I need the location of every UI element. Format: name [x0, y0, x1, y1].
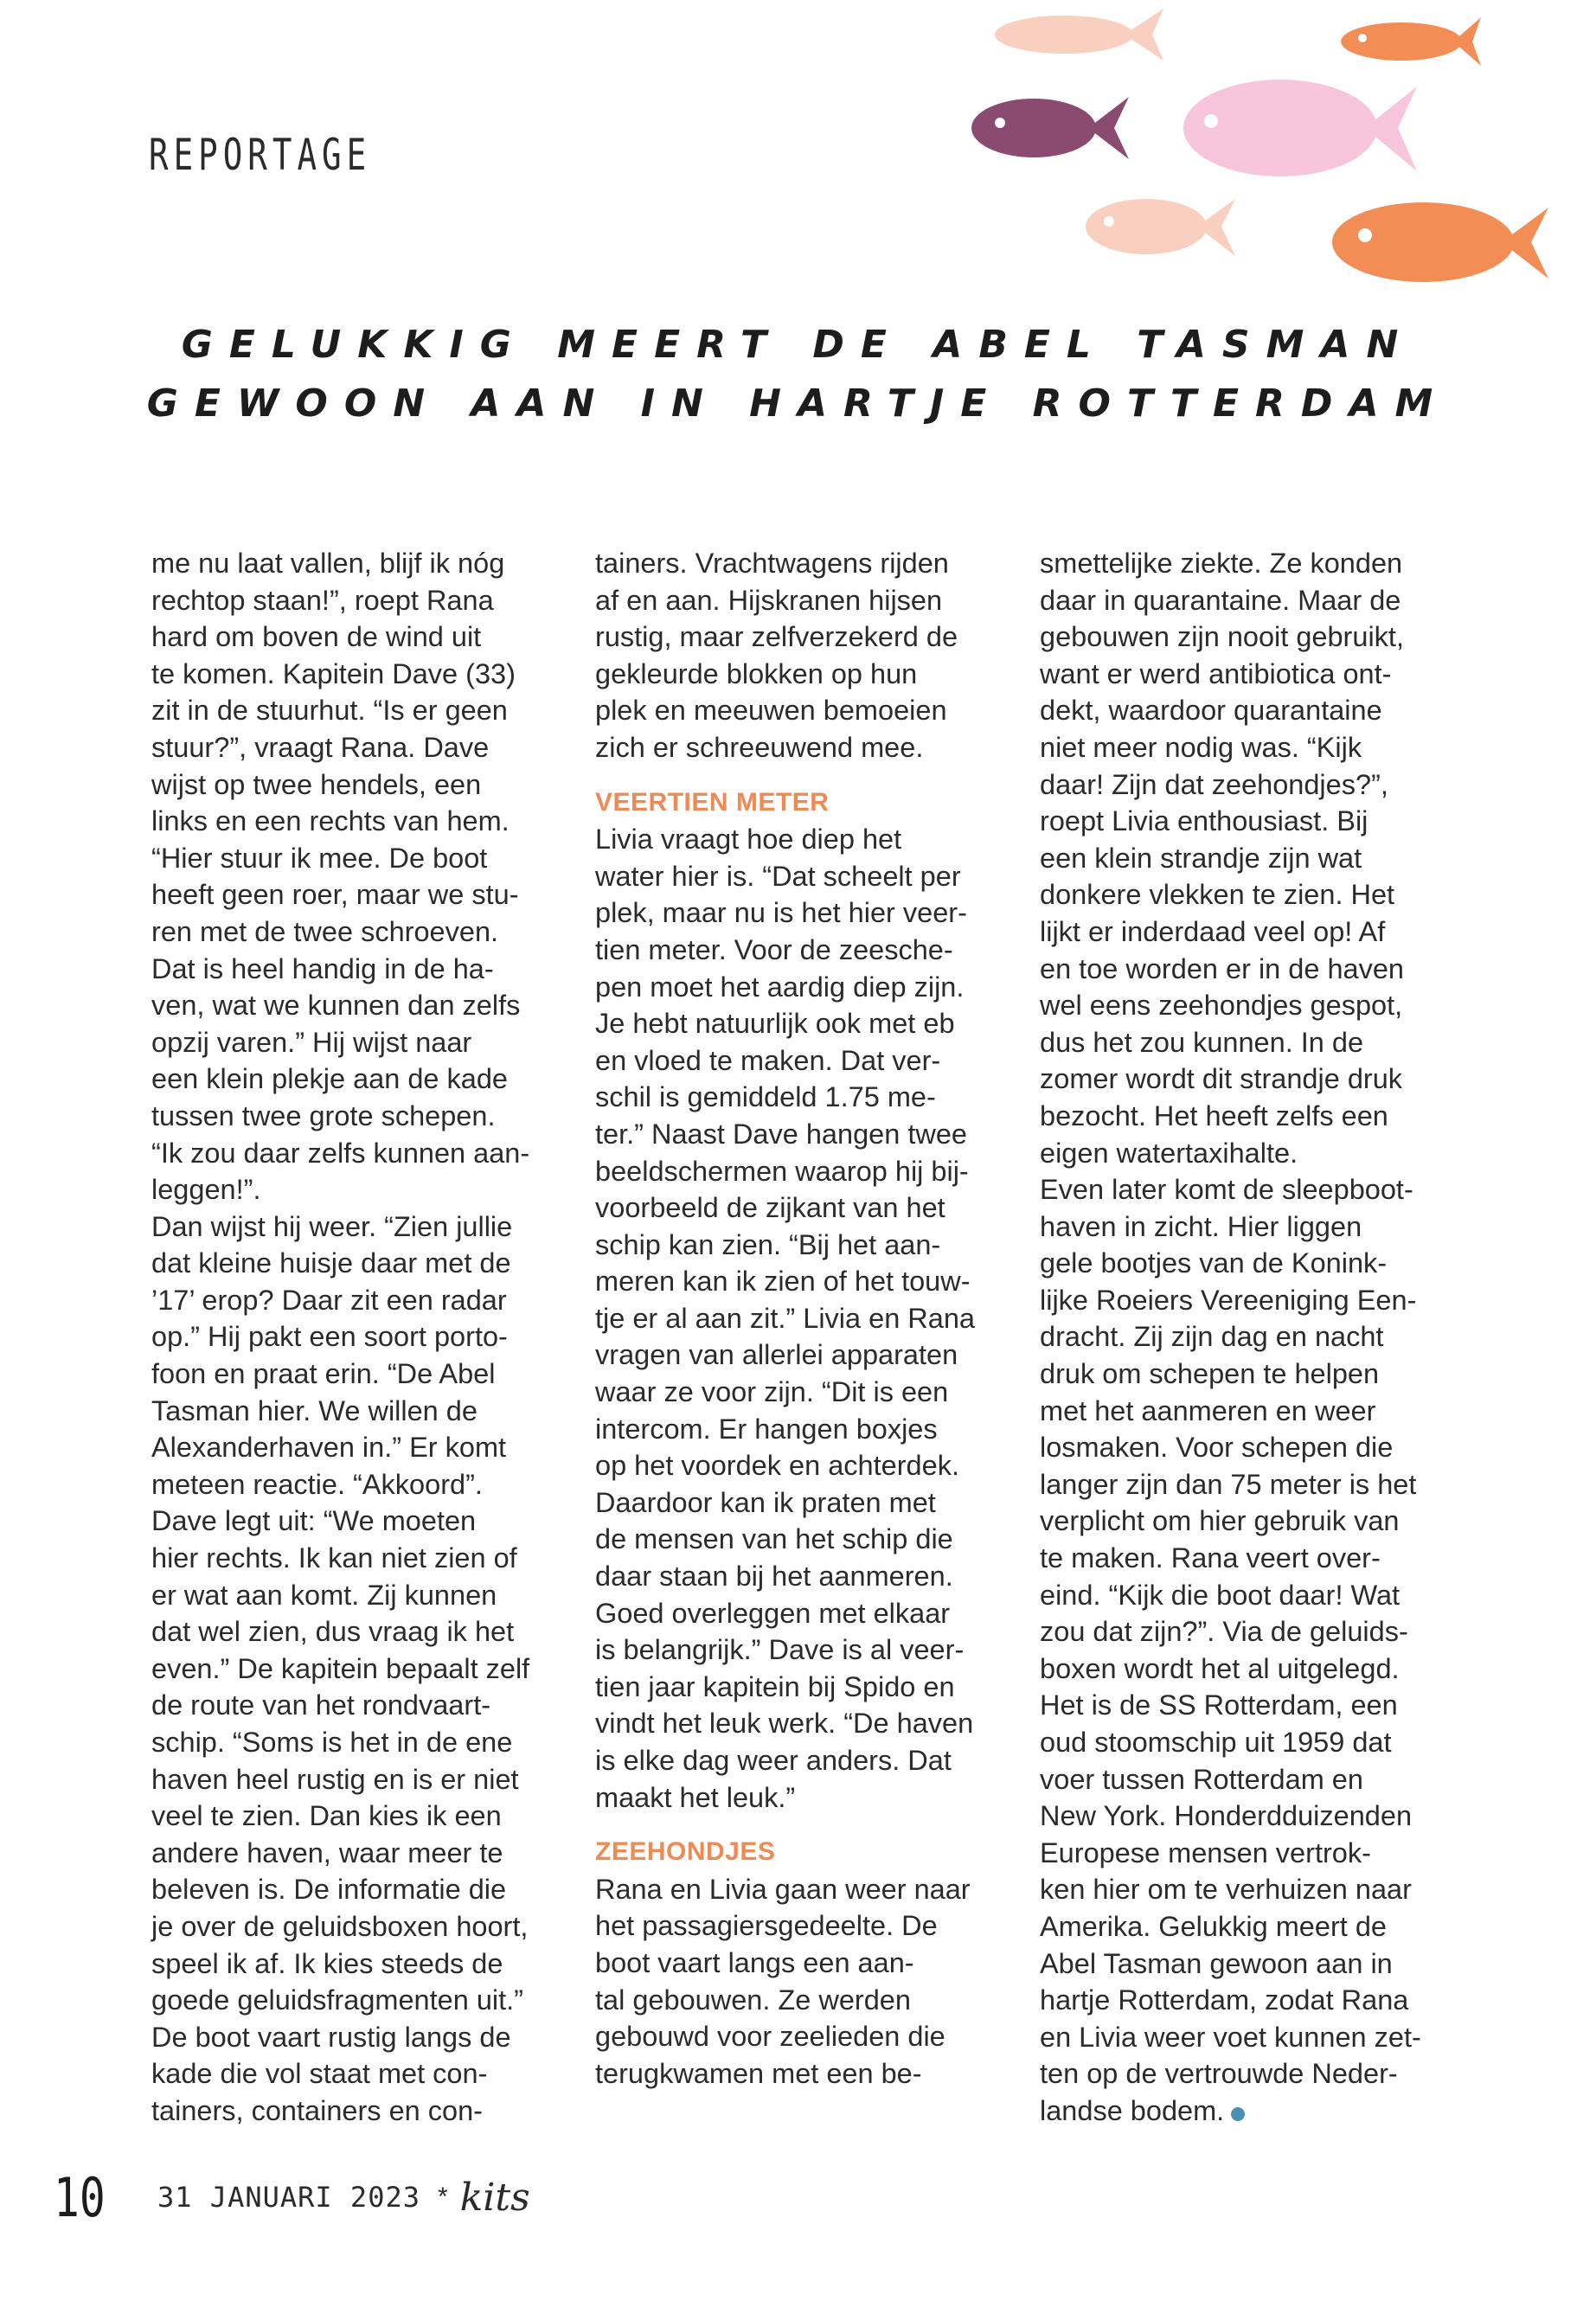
headline — [0, 316, 1596, 433]
text-line: dracht. Zij zijn dag en nacht — [1040, 1321, 1384, 1353]
fish-eye-icon — [1358, 228, 1372, 242]
text-line: Even later komt de sleepboot- — [1040, 1174, 1413, 1206]
footer — [54, 2163, 530, 2232]
text-line: ter.” Naast Dave hangen twee — [595, 1118, 967, 1150]
text-line: foon en praat erin. “De Abel — [151, 1358, 496, 1390]
text-line: meteen reactie. “Akkoord”. — [151, 1468, 483, 1500]
subheading: VEERTIEN METER — [595, 787, 830, 817]
text-line: rustig, maar zelfverzekerd de — [595, 621, 958, 653]
text-line: pen moet het aardig diep zijn. — [595, 971, 965, 1003]
end-mark-icon — [1231, 2107, 1245, 2121]
text-line: dus het zou kunnen. In de — [1040, 1026, 1364, 1058]
text-line: gele bootjes van de Konink- — [1040, 1247, 1388, 1279]
text-line: heeft geen roer, maar we stu- — [151, 879, 519, 911]
brand-logo: kits — [459, 2175, 530, 2220]
fish-icon — [995, 9, 1163, 61]
text-line: gebouwd voor zeelieden die — [595, 2021, 945, 2053]
text-line: waar ze voor zijn. “Dit is een — [595, 1376, 949, 1408]
text-line: haven in zicht. Hier liggen — [1040, 1210, 1362, 1242]
text-line: Daardoor kan ik praten met — [595, 1486, 936, 1518]
text-line: maakt het leuk.” — [595, 1781, 796, 1813]
text-line: beeldschermen waarop hij bij- — [595, 1155, 969, 1187]
text-line: dekt, waardoor quarantaine — [1040, 695, 1382, 727]
text-line: ken hier om te verhuizen naar — [1040, 1874, 1412, 1906]
text-line: New York. Honderdduizenden — [1040, 1800, 1413, 1832]
text-line: het passagiersgedeelte. De — [595, 1910, 938, 1942]
text-line: eind. “Kijk die boot daar! Wat — [1040, 1579, 1401, 1611]
text-line: en toe worden er in de haven — [1040, 952, 1404, 984]
text-line: Europese mensen vertrok- — [1040, 1836, 1371, 1868]
text-line: bezocht. Het heeft zelfs een — [1040, 1099, 1388, 1131]
text-line: terugkwamen met een be- — [595, 2057, 922, 2089]
text-line: donkere vlekken te zien. Het — [1040, 879, 1395, 911]
text-line: rechtop staan!”, roept Rana — [151, 584, 494, 616]
text-line: op het voordek en achterdek. — [595, 1450, 959, 1482]
text-line: leggen!”. — [151, 1174, 261, 1206]
text-line: ren met de twee schroeven. — [151, 915, 499, 947]
subheading: ZEEHONDJES — [595, 1837, 776, 1867]
text-line: boot vaart langs een aan- — [595, 1946, 914, 1978]
text-line: Dave legt uit: “We moeten — [151, 1505, 477, 1537]
column-3 — [1040, 545, 1446, 2130]
text-line: tainers. Vrachtwagens rijden — [595, 548, 949, 579]
text-line: een klein strandje zijn wat — [1040, 842, 1362, 874]
text-line: een klein plekje aan de kade — [151, 1063, 508, 1095]
text-line: af en aan. Hijskranen hijsen — [595, 584, 943, 616]
text-line: stuur?”, vraagt Rana. Dave — [151, 731, 490, 763]
text-line: vindt het leuk werk. “De haven — [595, 1708, 974, 1740]
text-line: wel eens zeehondjes gespot, — [1040, 990, 1403, 1022]
column-2-middle — [595, 821, 1002, 1816]
text-line: Je hebt natuurlijk ook met eb — [595, 1008, 955, 1040]
text-line: De boot vaart rustig langs de — [151, 2021, 511, 2053]
text-line: gebouwen zijn nooit gebruikt, — [1040, 621, 1404, 653]
section-label: REPORTAGE — [149, 130, 372, 180]
text-line: met het aanmeren en weer — [1040, 1394, 1376, 1426]
text-line: hier rechts. Ik kan niet zien of — [151, 1542, 517, 1574]
text-line: goede geluidsfragmenten uit.” — [151, 1984, 524, 2016]
text-line: verplicht om hier gebruik van — [1040, 1505, 1400, 1537]
text-line: meren kan ik zien of het touw- — [595, 1266, 971, 1298]
text-line: voer tussen Rotterdam en — [1040, 1763, 1363, 1795]
text-line: Goed overleggen met elkaar — [595, 1597, 951, 1629]
text-line: is belangrijk.” Dave is al veer- — [595, 1634, 965, 1666]
text-line: Dan wijst hij weer. “Zien jullie — [151, 1210, 513, 1242]
text-line: tussen twee grote schepen. — [151, 1099, 496, 1131]
text-line: tien jaar kapitein bij Spido en — [595, 1670, 955, 1702]
text-line: even.” De kapitein bepaalt zelf — [151, 1652, 530, 1684]
text-line: tal gebouwen. Ze werden — [595, 1984, 911, 2016]
text-line: plek en meeuwen bemoeien — [595, 695, 947, 727]
text-line: ten op de vertrouwde Neder- — [1040, 2058, 1398, 2090]
text-line: Tasman hier. We willen de — [151, 1394, 478, 1426]
text-line: daar! Zijn dat zeehondjes?”, — [1040, 768, 1388, 800]
text-line: ’17’ erop? Daar zit een radar — [151, 1284, 507, 1316]
text-line: tje er al aan zit.” Livia en Rana — [595, 1302, 975, 1334]
fish-eye-icon — [1204, 114, 1218, 128]
text-line: tien meter. Voor de zeesche- — [595, 933, 953, 965]
text-line: Abel Tasman gewoon aan in — [1040, 1947, 1393, 1979]
text-line: te komen. Kapitein Dave (33) — [151, 657, 516, 689]
text-line: losmaken. Voor schepen die — [1040, 1432, 1394, 1464]
text-line: “Ik zou daar zelfs kunnen aan- — [151, 1137, 530, 1169]
text-line: te maken. Rana veert over- — [1040, 1542, 1381, 1574]
separator-star-icon: * — [437, 2182, 448, 2211]
text-line: de mensen van het schip die — [595, 1523, 953, 1555]
text-line: smettelijke ziekte. Ze konden — [1040, 548, 1403, 579]
text-line: andere haven, waar meer te — [151, 1836, 503, 1868]
text-line: water hier is. “Dat scheelt per — [595, 860, 961, 892]
text-line: hartje Rotterdam, zodat Rana — [1040, 1984, 1409, 2016]
text-line: roept Livia enthousiast. Bij — [1040, 805, 1368, 837]
fish-icon — [1183, 80, 1417, 176]
text-line: Het is de SS Rotterdam, een — [1040, 1689, 1398, 1721]
text-line: gekleurde blokken op hun — [595, 657, 918, 689]
text-line: boxen wordt het al uitgelegd. — [1040, 1652, 1400, 1684]
text-line: zit in de stuurhut. “Is er geen — [151, 695, 508, 727]
issue-date: 31 JANUARI 2023 — [157, 2181, 420, 2214]
text-line: daar in quarantaine. Maar de — [1040, 584, 1401, 616]
fish-eye-icon — [1358, 34, 1367, 42]
text-line: opzij varen.” Hij wijst naar — [151, 1026, 472, 1058]
text-line: Amerika. Gelukkig meert de — [1040, 1910, 1387, 1942]
text-line: links en een rechts van hem. — [151, 805, 510, 837]
headline-line: GELUKKIG MEERT DE ABEL TASMAN — [181, 323, 1415, 367]
text-line: oud stoomschip uit 1959 dat — [1040, 1727, 1392, 1758]
fish-decoration — [952, 0, 1596, 311]
text-line: wijst op twee hendels, een — [151, 768, 482, 800]
text-line: schil is gemiddeld 1.75 me- — [595, 1081, 936, 1113]
text-line: zich er schreeuwend mee. — [595, 731, 924, 763]
text-line: Rana en Livia gaan weer naar — [595, 1873, 971, 1905]
text-line: voorbeeld de zijkant van het — [595, 1192, 945, 1224]
text-line: zomer wordt dit strandje druk — [1040, 1063, 1403, 1095]
text-line: vragen van allerlei apparaten — [595, 1339, 958, 1371]
column-1 — [151, 545, 558, 2130]
text-line: plek, maar nu is het hier veer- — [595, 897, 967, 929]
text-line: druk om schepen te helpen — [1040, 1358, 1380, 1390]
text-line: langer zijn dan 75 meter is het — [1040, 1468, 1417, 1500]
text-line: en Livia weer voet kunnen zet- — [1040, 2021, 1421, 2053]
text-line: ven, wat we kunnen dan zelfs — [151, 990, 521, 1022]
text-line: schip. “Soms is het in de ene — [151, 1727, 513, 1758]
column-2-intro — [595, 545, 1002, 766]
text-line: me nu laat vallen, blijf ik nóg — [151, 548, 505, 579]
text-line: niet meer nodig was. “Kijk — [1040, 731, 1362, 763]
text-line: eigen watertaxihalte. — [1040, 1137, 1298, 1169]
text-line: Livia vraagt hoe diep het — [595, 824, 902, 856]
text-line: lijke Roeiers Vereeniging Een- — [1040, 1284, 1417, 1316]
text-line: speel ik af. Ik kies steeds de — [151, 1947, 503, 1979]
text-line: “Hier stuur ik mee. De boot — [151, 842, 488, 874]
text-line: intercom. Er hangen boxjes — [595, 1413, 938, 1445]
text-line: je over de geluidsboxen hoort, — [151, 1910, 529, 1942]
fish-icon — [1332, 202, 1548, 282]
text-line: Alexanderhaven in.” Er komt — [151, 1432, 507, 1464]
text-line: dat wel zien, dus vraag ik het — [151, 1616, 515, 1648]
text-line: Dat is heel handig in de ha- — [151, 952, 494, 984]
fish-eye-icon — [995, 118, 1005, 128]
text-line: dat kleine huisje daar met de — [151, 1247, 511, 1279]
text-line: op.” Hij pakt een soort porto- — [151, 1321, 508, 1353]
text-line: zou dat zijn?”. Via de geluids- — [1040, 1616, 1408, 1648]
fish-icon — [1086, 199, 1235, 256]
fish-icon — [971, 97, 1129, 159]
column-2 — [595, 545, 1002, 2092]
text-line: haven heel rustig en is er niet — [151, 1763, 519, 1795]
fish-eye-icon — [1104, 216, 1114, 227]
text-line: want er werd antibiotica ont- — [1040, 657, 1392, 689]
text-line: schip kan zien. “Bij het aan- — [595, 1228, 941, 1260]
text-line: de route van het rondvaart- — [151, 1689, 491, 1721]
text-line: en vloed te maken. Dat ver- — [595, 1044, 941, 1076]
text-line: is elke dag weer anders. Dat — [595, 1745, 952, 1776]
text-line: er wat aan komt. Zij kunnen — [151, 1579, 497, 1611]
text-line: kade die vol staat met con- — [151, 2058, 488, 2090]
text-line: landse bodem. — [1040, 2093, 1446, 2130]
column-2-end — [595, 1871, 1002, 2093]
headline-line: GEWOON AAN IN HARTJE ROTTERDAM — [146, 381, 1450, 426]
text-line: veel te zien. Dan kies ik een — [151, 1800, 502, 1832]
page-number: 10 — [54, 2165, 106, 2229]
text-line: daar staan bij het aanmeren. — [595, 1561, 953, 1593]
text-line: lijkt er inderdaad veel op! Af — [1040, 915, 1386, 947]
text-line: hard om boven de wind uit — [151, 621, 482, 653]
text-line: beleven is. De informatie die — [151, 1874, 507, 1906]
text-line: tainers, containers en con- — [151, 2094, 483, 2126]
